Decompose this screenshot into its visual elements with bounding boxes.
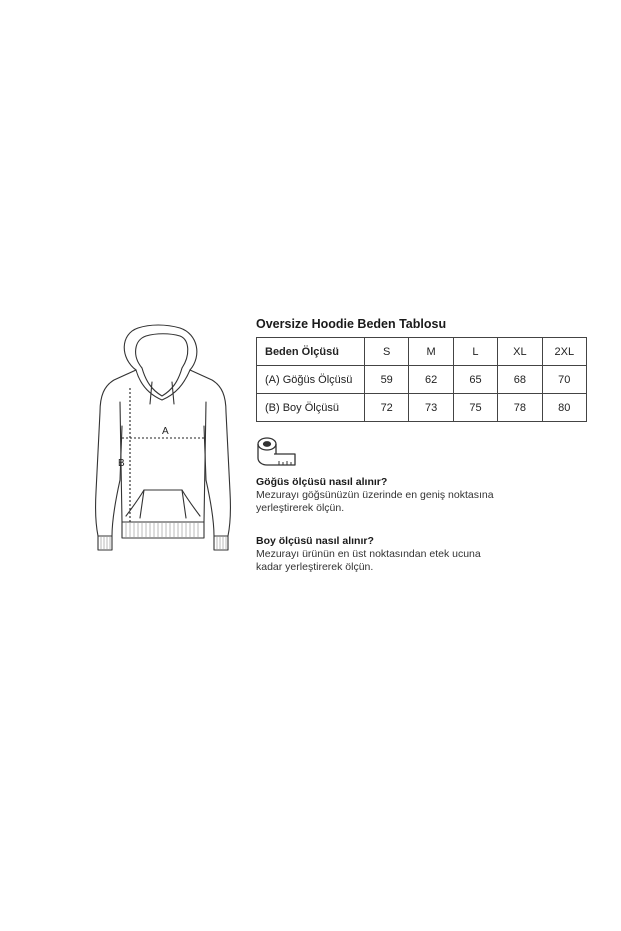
table-cell: 59 — [365, 366, 409, 394]
chest-answer-line2: yerleştirerek ölçün. — [256, 502, 345, 514]
table-cell: 75 — [453, 394, 497, 422]
table-row — [257, 394, 587, 422]
table-cell: 70 — [542, 366, 586, 394]
table-cell: 80 — [542, 394, 586, 422]
header-cell: L — [453, 338, 497, 366]
table-cell: 65 — [453, 366, 497, 394]
length-answer-line2: kadar yerleştirerek ölçün. — [256, 561, 374, 573]
row-label: (B) Boy Ölçüsü — [257, 394, 365, 422]
table-cell: 78 — [498, 394, 542, 422]
table-cell: 73 — [409, 394, 453, 422]
hoodie-diagram — [86, 322, 244, 562]
header-cell: XL — [498, 338, 542, 366]
page-title: Oversize Hoodie Beden Tablosu — [256, 317, 447, 331]
length-help — [256, 535, 481, 574]
header-cell: M — [409, 338, 453, 366]
chest-help — [256, 476, 494, 515]
table-cell: 62 — [409, 366, 453, 394]
row-label: (A) Göğüs Ölçüsü — [257, 366, 365, 394]
table-row — [257, 366, 587, 394]
chest-question: Göğüs ölçüsü nasıl alınır? — [256, 476, 388, 488]
header-cell: Beden Ölçüsü — [257, 338, 365, 366]
table-header-row — [257, 338, 587, 366]
label-b: B — [118, 458, 125, 469]
chest-answer-line1: Mezurayı göğsünüzün üzerinde en geniş noktasına — [256, 489, 494, 501]
table-cell: 68 — [498, 366, 542, 394]
header-cell: 2XL — [542, 338, 586, 366]
length-answer-line1: Mezurayı ürünün en üst noktasından etek ucuna — [256, 548, 481, 560]
table-cell: 72 — [365, 394, 409, 422]
header-cell: S — [365, 338, 409, 366]
label-a: A — [162, 426, 169, 437]
length-question: Boy ölçüsü nasıl alınır? — [256, 535, 374, 547]
measuring-tape-icon — [255, 432, 299, 470]
size-table — [256, 337, 587, 422]
